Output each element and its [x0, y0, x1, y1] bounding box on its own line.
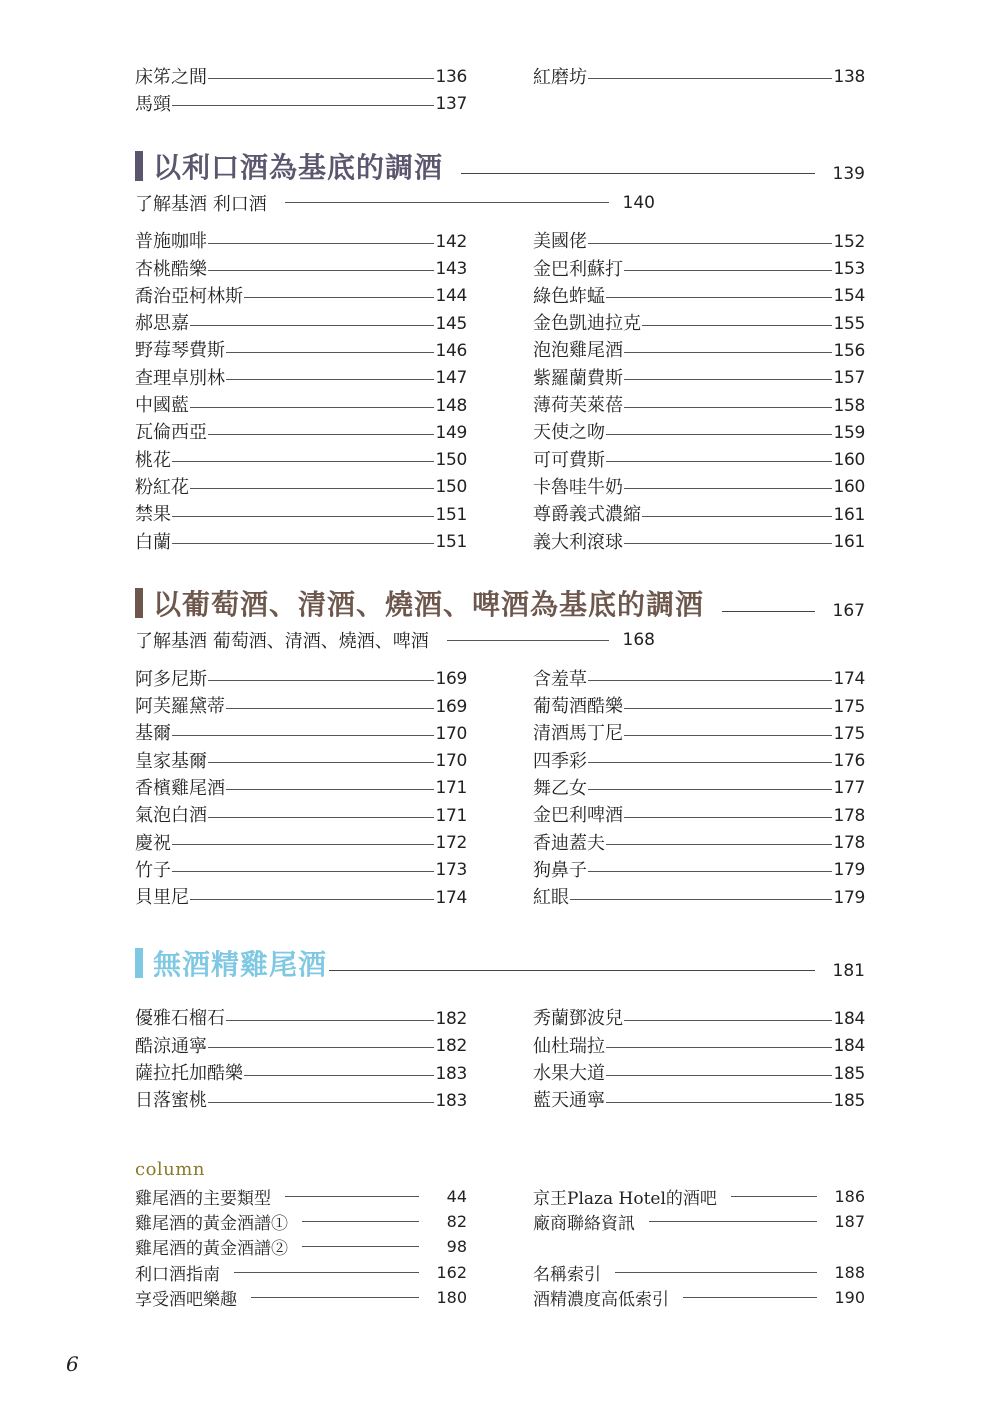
section-marker	[135, 151, 143, 181]
column-entry[interactable]: 酒精濃度高低索引 190	[533, 1287, 865, 1310]
top-entries	[135, 64, 865, 119]
section-marker	[135, 948, 143, 978]
toc-entry[interactable]: 白蘭 151	[135, 531, 467, 553]
toc-entry[interactable]: 仙杜瑞拉 184	[533, 1035, 865, 1057]
section-marker	[135, 588, 143, 618]
leader-line	[285, 202, 609, 203]
section-heading-non-alcoholic[interactable]: 無酒精雞尾酒 181	[135, 944, 865, 982]
toc-entry[interactable]: 義大利滾球 161	[533, 531, 865, 553]
leader-line	[588, 78, 832, 79]
toc-entry[interactable]: 薩拉托加酷樂 183	[135, 1063, 467, 1085]
toc-entry[interactable]: 葡萄酒酷樂 175	[533, 696, 865, 718]
toc-entry[interactable]: 四季彩 176	[533, 750, 865, 772]
toc-entry[interactable]: 中國藍 148	[135, 395, 467, 417]
toc-entry[interactable]: 日落蜜桃 183	[135, 1090, 467, 1112]
left-column	[135, 229, 467, 557]
toc-entry[interactable]: 舞乙女 177	[533, 777, 865, 799]
toc-entry[interactable]: 基爾 170	[135, 723, 467, 745]
toc-entry[interactable]: 紫羅蘭費斯 157	[533, 367, 865, 389]
section-heading-wine-sake[interactable]: 以葡萄酒、清酒、燒酒、啤酒為基底的調酒 167	[135, 584, 865, 622]
column-entry[interactable]: 雞尾酒的主要類型 44	[135, 1187, 467, 1210]
toc-entry[interactable]: 美國佬 152	[533, 231, 865, 253]
toc-entry[interactable]: 薄荷芙萊蓓 158	[533, 395, 865, 417]
toc-entry[interactable]: 天使之吻 159	[533, 422, 865, 444]
section-intro-entry[interactable]: 了解基酒 葡萄酒、清酒、燒酒、啤酒 168	[135, 630, 655, 653]
toc-entry[interactable]: 桃花 150	[135, 449, 467, 471]
column-entry[interactable]: 利口酒指南 162	[135, 1262, 467, 1285]
section-intro-entry[interactable]: 了解基酒 利口酒 140	[135, 192, 655, 215]
left-column	[135, 1006, 467, 1115]
toc-entry[interactable]: 清酒馬丁尼 175	[533, 723, 865, 745]
toc-entry[interactable]: 香迪蓋夫 178	[533, 832, 865, 854]
toc-entry[interactable]: 貝里尼 174	[135, 887, 467, 909]
toc-entry[interactable]: 藍天通寧 185	[533, 1090, 865, 1112]
section-entries	[135, 229, 865, 557]
toc-entry[interactable]: 瓦倫西亞 149	[135, 422, 467, 444]
top-left-column	[135, 64, 467, 119]
toc-entry[interactable]: 秀蘭鄧波兒 184	[533, 1008, 865, 1030]
toc-entry[interactable]: 野莓琴費斯 146	[135, 340, 467, 362]
section-entries	[135, 1006, 865, 1115]
column-entry[interactable]: 雞尾酒的黃金酒譜① 82	[135, 1212, 467, 1235]
right-column	[533, 666, 865, 912]
left-column	[135, 666, 467, 912]
toc-entry[interactable]: 郝思嘉 145	[135, 313, 467, 335]
right-column	[533, 1184, 865, 1310]
leader-line	[722, 611, 815, 612]
left-column	[135, 1184, 467, 1310]
toc-entry[interactable]: 杏桃酷樂 143	[135, 258, 467, 280]
leader-line	[461, 173, 815, 174]
toc-entry[interactable]: 泡泡雞尾酒 156	[533, 340, 865, 362]
toc-entry[interactable]: 綠色蚱蜢 154	[533, 285, 865, 307]
toc-entry[interactable]: 氣泡白酒 171	[135, 805, 467, 827]
toc-entry[interactable]: 普施咖啡 142	[135, 231, 467, 253]
toc-entry[interactable]: 可可費斯 160	[533, 449, 865, 471]
page-number: 6	[66, 1352, 79, 1376]
leader-line	[447, 640, 609, 641]
column-entry[interactable]: 雞尾酒的黃金酒譜② 98	[135, 1237, 467, 1260]
toc-entry[interactable]: 水果大道 185	[533, 1063, 865, 1085]
toc-entry[interactable]: 粉紅花 150	[135, 476, 467, 498]
toc-entry[interactable]: 金色凱迪拉克 155	[533, 313, 865, 335]
section-heading-liqueur[interactable]: 以利口酒為基底的調酒 139	[135, 147, 865, 185]
toc-entry[interactable]: 查理卓別林 147	[135, 367, 467, 389]
toc-entry[interactable]: 馬頸 137	[135, 93, 467, 115]
toc-entry[interactable]: 皇家基爾 170	[135, 750, 467, 772]
right-column	[533, 229, 865, 557]
toc-entry[interactable]: 含羞草 174	[533, 668, 865, 690]
toc-entry[interactable]: 卡魯哇牛奶 160	[533, 476, 865, 498]
section-entries	[135, 666, 865, 912]
toc-entry[interactable]: 慶祝 172	[135, 832, 467, 854]
toc-entry[interactable]: 紅眼 179	[533, 887, 865, 909]
column-heading: column	[135, 1159, 205, 1181]
column-entry[interactable]: 享受酒吧樂趣 180	[135, 1287, 467, 1310]
leader-line	[208, 78, 434, 79]
toc-entry[interactable]: 竹子 173	[135, 859, 467, 881]
toc-entry[interactable]: 禁果 151	[135, 504, 467, 526]
toc-entry[interactable]: 喬治亞柯林斯 144	[135, 285, 467, 307]
toc-entry[interactable]: 香檳雞尾酒 171	[135, 777, 467, 799]
toc-entry[interactable]: 床笫之間 136	[135, 66, 467, 88]
table-of-contents	[135, 64, 865, 1310]
toc-entry[interactable]: 狗鼻子 179	[533, 859, 865, 881]
toc-entry[interactable]: 阿多尼斯 169	[135, 668, 467, 690]
column-entry[interactable]: 京王Plaza Hotel的酒吧 186	[533, 1187, 865, 1210]
column-entries	[135, 1184, 865, 1310]
toc-entry[interactable]: 酷涼通寧 182	[135, 1035, 467, 1057]
leader-line	[172, 105, 434, 106]
column-entry[interactable]: 名稱索引 188	[533, 1262, 865, 1285]
leader-line	[329, 970, 815, 971]
column-entry[interactable]: 廠商聯絡資訊 187	[533, 1212, 865, 1235]
toc-entry[interactable]: 阿芙羅黛蒂 169	[135, 696, 467, 718]
toc-entry[interactable]: 金巴利蘇打 153	[533, 258, 865, 280]
toc-entry[interactable]: 紅磨坊 138	[533, 66, 865, 88]
toc-entry[interactable]: 金巴利啤酒 178	[533, 805, 865, 827]
toc-entry[interactable]: 尊爵義式濃縮 161	[533, 504, 865, 526]
top-right-column	[533, 64, 865, 119]
toc-entry[interactable]: 優雅石榴石 182	[135, 1008, 467, 1030]
right-column	[533, 1006, 865, 1115]
